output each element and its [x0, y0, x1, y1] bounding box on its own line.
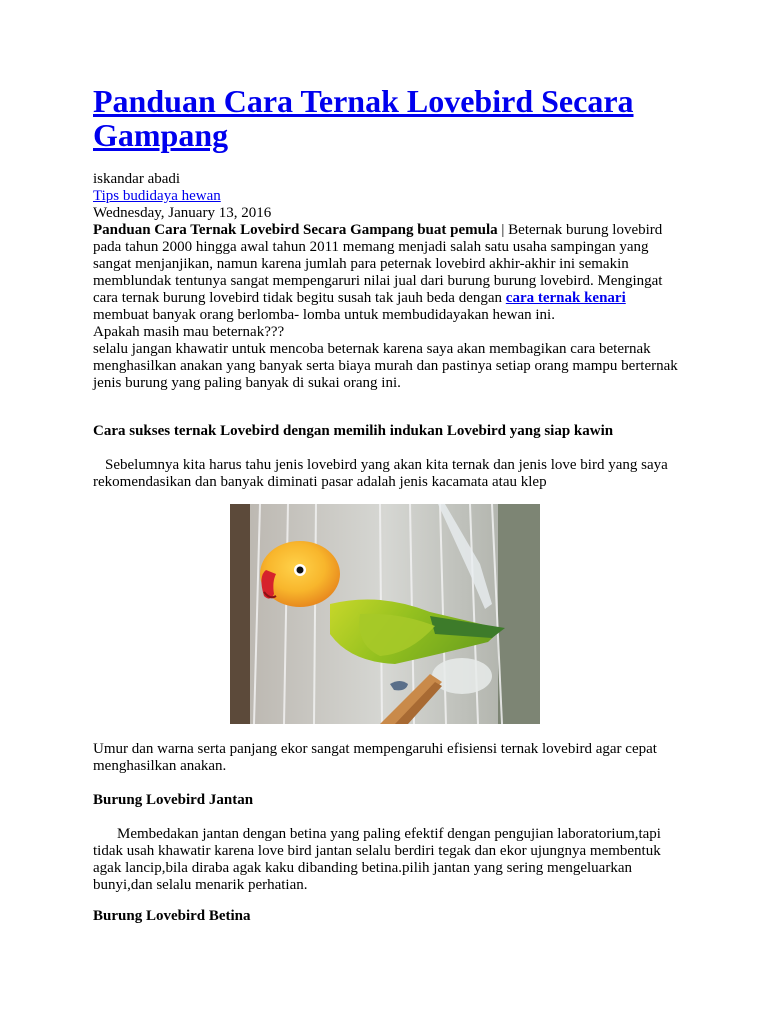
intro-text-2: membuat banyak orang berlomba- lomba untuk membudidayakan hewan ini. [93, 307, 555, 323]
article-meta [93, 171, 271, 222]
lovebird-photo [230, 504, 540, 724]
section-heading-betina: Burung Lovebird Betina [93, 908, 251, 924]
intro-lead: Panduan Cara Ternak Lovebird Secara Gampang buat pemula [93, 222, 498, 238]
intro-question: Apakah masih mau beternak??? [93, 324, 285, 340]
intro-section [93, 222, 683, 392]
section-heading-indukan: Cara sukses ternak Lovebird dengan memilih indukan Lovebird yang siap kawin [93, 423, 614, 439]
after-image-paragraph: Umur dan warna serta panjang ekor sangat mempengaruhi efisiensi ternak lovebird agar cepat menghasilkan anakan. [93, 741, 657, 774]
category-link[interactable]: Tips budidaya hewan [93, 188, 221, 204]
section-1-paragraph [93, 457, 683, 491]
post-date: Wednesday, January 13, 2016 [93, 205, 272, 221]
section-2-text: Membedakan jantan dengan betina yang paling efektif dengan pengujian laboratorium,tapi tidak usah khawatir karena love bird jantan selalu berdiri tegak dan ekor ujungnya membentuk agak lancip,bila diraba agak kaku dibanding betina.pilih jantan yang sering mengeluarkan bunyi,dan selalu menarik perhatian. [93, 826, 661, 893]
section-1-text: Sebelumnya kita harus tahu jenis lovebird yang akan kita ternak dan jenis love bird yang saya rekomendasikan dan banyak diminati pasar adalah jenis kacamata atau klep [93, 457, 668, 490]
cara-ternak-kenari-link[interactable]: cara ternak kenari [505, 290, 626, 306]
section-heading-jantan: Burung Lovebird Jantan [93, 792, 254, 808]
intro-text-3: selalu jangan khawatir untuk mencoba beternak karena saya akan membagikan cara beternak menghasilkan anakan yang banyak serta biaya murah dan pastinya setiap orang mampu berternak jenis burung yang paling banyak di sukai orang ini. [93, 341, 678, 391]
article-title-link[interactable]: Panduan Cara Ternak Lovebird Secara Gampang [93, 83, 634, 153]
author-name: iskandar abadi [93, 171, 181, 187]
section-2-paragraph [93, 826, 683, 894]
intro-text-1: | Beternak burung lovebird pada tahun 2000 hingga awal tahun 2011 memang menjadi salah satu usaha sampingan yang sangat menjanjikan, namun karena jumlah para peternak lovebird akhir-akhir ini semakin memblundak tentunya sangat mempengaruri nilai jual dari burung burung lovebird. Mengingat cara ternak burung lovebird tidak begitu susah tak jauh beda dengan [93, 222, 663, 306]
intro-paragraph [93, 222, 683, 324]
